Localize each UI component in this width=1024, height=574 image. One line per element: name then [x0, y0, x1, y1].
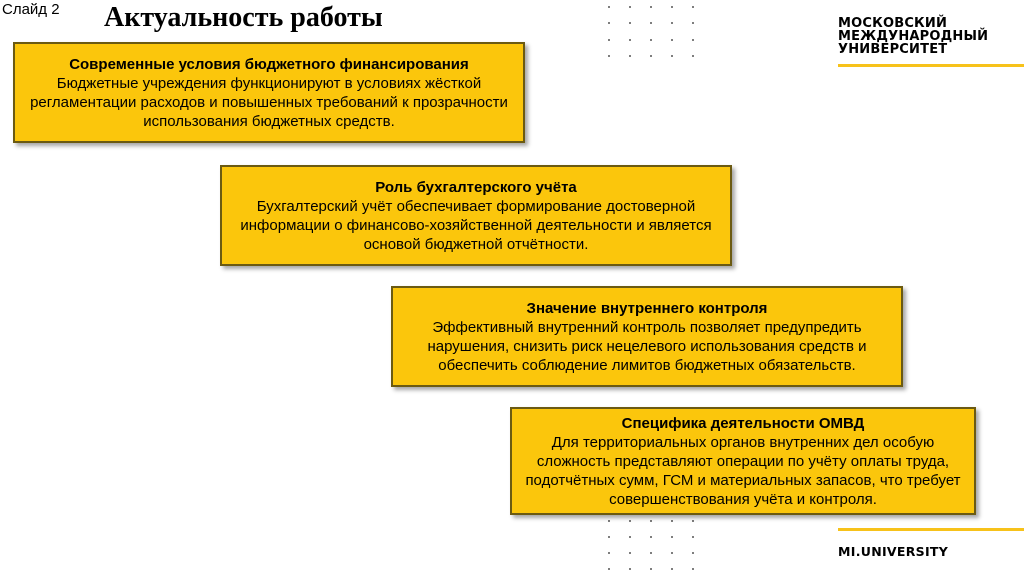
box-text: Эффективный внутренний контроль позволяет предупредить нарушения, снизить риск нецелевого использования средств и обеспечить соблюдение лимитов бюджетных обязательств. [427, 318, 867, 374]
footer-logo: MI.UNIVERSITY [838, 544, 949, 559]
box-heading: Современные условия бюджетного финансирования [69, 55, 469, 73]
slide-title: Актуальность работы [104, 2, 383, 33]
logo-line-3: УНИВЕРСИТЕТ [838, 42, 948, 57]
box-heading: Роль бухгалтерского учёта [375, 178, 577, 196]
logo-line-1: МОСКОВСКИЙ [838, 16, 948, 31]
box-heading: Значение внутреннего контроля [526, 299, 768, 317]
box-heading: Специфика деятельности ОМВД [621, 414, 865, 432]
logo-line-2: МЕЖДУНАРОДНЫЙ [838, 29, 989, 44]
info-box-budget-conditions [13, 42, 525, 143]
logo-accent-bar [838, 64, 1024, 67]
box-text: Для территориальных органов внутренних дел особую сложность представляют операции по учёту оплаты труда, подотчётных сумм, ГСМ и материальных запасов, что требует совершенствования учёта и контроля. [525, 433, 961, 508]
slide-number-label: Слайд 2 [2, 1, 60, 18]
university-logo [838, 17, 988, 56]
box-text: Бюджетные учреждения функционируют в условиях жёсткой регламентации расходов и повышенных требований к прозрачности использования бюджетных средств. [30, 74, 508, 130]
footer-accent-bar [838, 528, 1024, 531]
info-box-accounting-role [220, 165, 732, 266]
info-box-omvd-specifics [510, 407, 976, 515]
box-text: Бухгалтерский учёт обеспечивает формирование достоверной информации о финансово-хозяйственной деятельности и является основой бюджетной отчётности. [240, 197, 712, 253]
info-box-internal-control [391, 286, 903, 387]
